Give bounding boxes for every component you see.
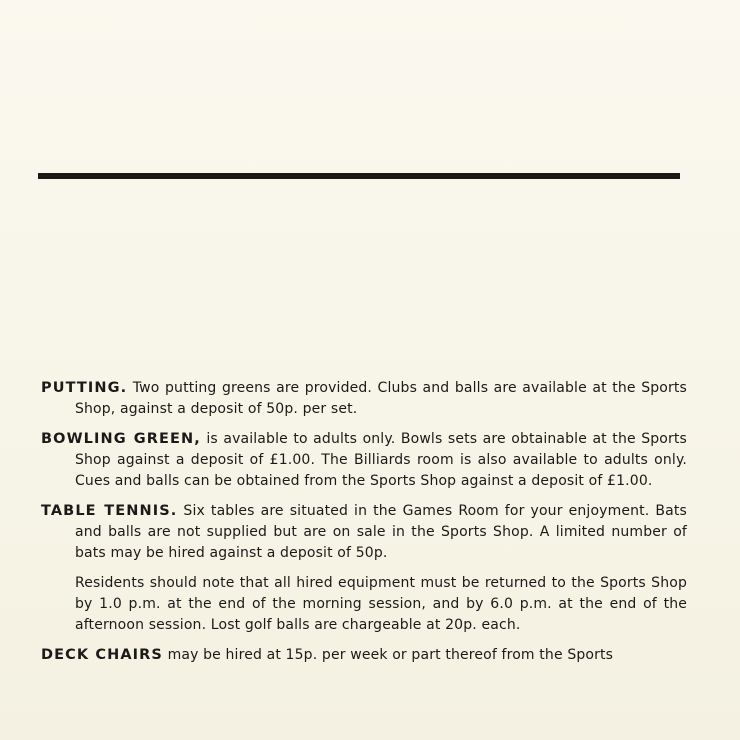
section-table-tennis <box>41 501 687 564</box>
section-bowling-green <box>41 429 687 492</box>
section-text: Two putting greens are provided. Clubs and balls are available at the Sports Shop, against a deposit of 50p. per set. <box>75 380 687 417</box>
section-text: Six tables are situated in the Games Room for your enjoyment. Bats and balls are not supplied but are on sale in the Sports Shop. A limited number of bats may be hired against a deposit of 50p. <box>75 503 687 561</box>
section-residents-note <box>41 573 687 636</box>
section-heading: BOWLING GREEN, <box>41 431 201 447</box>
document-body <box>41 378 687 675</box>
section-heading: DECK CHAIRS <box>41 647 163 663</box>
section-putting <box>41 378 687 420</box>
section-heading: PUTTING. <box>41 380 128 396</box>
section-text: is available to adults only. Bowls sets are obtainable at the Sports Shop against a deposit of £1.00. The Billiards room is also available to adults only. Cues and balls can be obtained from the Sports Shop against a deposit of £1.00. <box>75 431 687 489</box>
section-text: Residents should note that all hired equipment must be returned to the Sports Shop by 1.0 p.m. at the end of the morning session, and by 6.0 p.m. at the end of the afternoon session. Lost golf balls are chargeable at 20p. each. <box>75 575 687 633</box>
section-deck-chairs <box>41 645 687 666</box>
section-heading: TABLE TENNIS. <box>41 503 178 519</box>
section-text: may be hired at 15p. per week or part thereof from the Sports <box>167 647 614 663</box>
horizontal-rule <box>38 173 680 179</box>
